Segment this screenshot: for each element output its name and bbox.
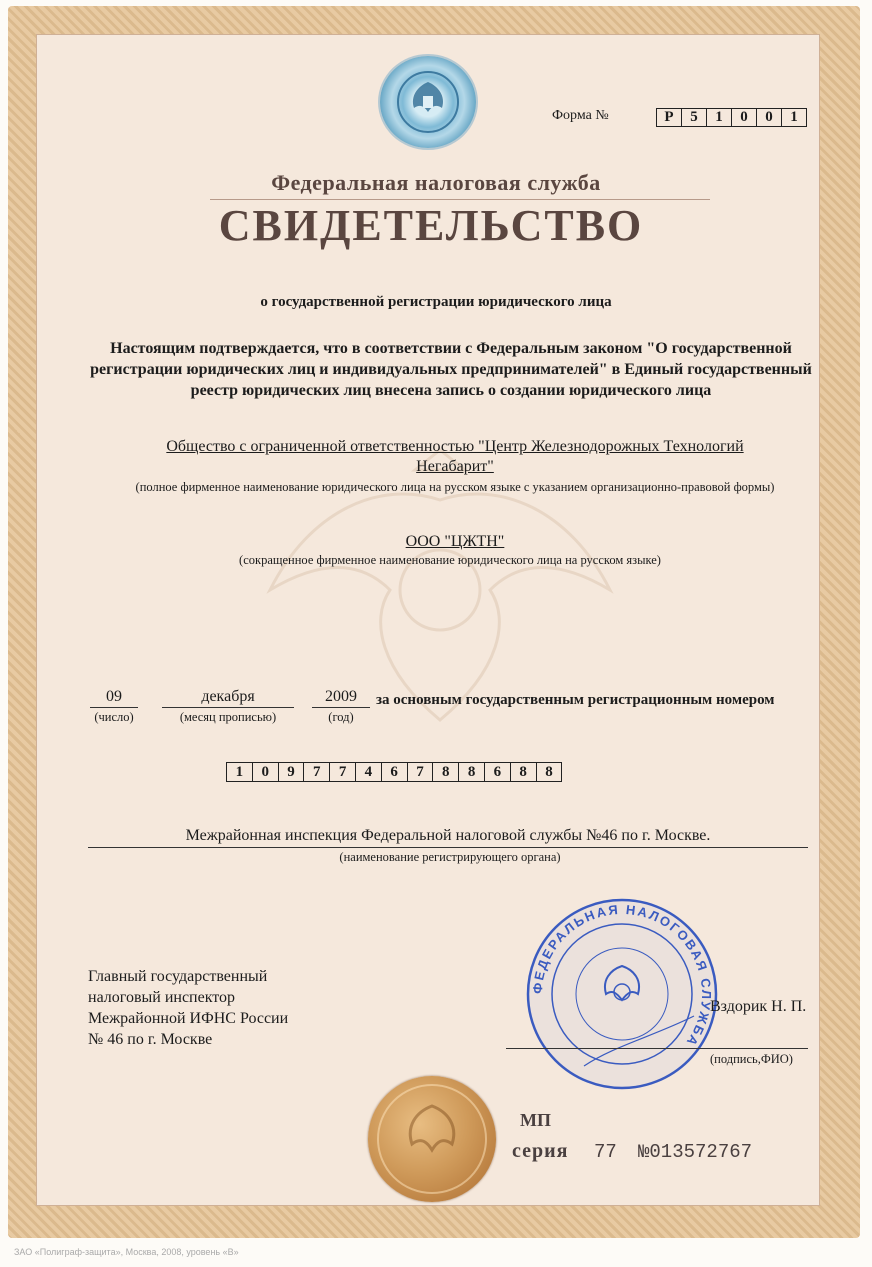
- ogrn-cell: 6: [485, 763, 511, 781]
- form-code-cell: 1: [790, 109, 798, 125]
- entity-short-name: ООО "ЦЖТН": [405, 533, 505, 550]
- form-code-cell: Р: [657, 109, 682, 126]
- official-stamp: [524, 896, 720, 1092]
- printer-note: ЗАО «Полиграф-защита», Москва, 2008, уровень «В»: [14, 1247, 239, 1257]
- ogrn-boxes: [226, 762, 562, 782]
- registration-day: 09: [90, 688, 138, 708]
- month-caption: (месяц прописью): [179, 710, 277, 724]
- form-code-cell: 0: [757, 109, 782, 126]
- ogrn-cell: 8: [433, 763, 459, 781]
- certificate-subtitle: о государственной регистрации юридического лица: [260, 294, 612, 310]
- ogrn-cell: 7: [330, 763, 356, 781]
- registration-text: за основным государственным регистрационным номером: [376, 692, 775, 708]
- signature-line: [506, 1048, 808, 1049]
- confirmation-text: Настоящим подтверждается, что в соответствии с Федеральным законом "О государственной регистрации юридических лиц и индивидуальных предпринимателей" в Единый государственный реестр юридических лиц внесена запись о создании юридического лица: [90, 340, 812, 399]
- ogrn-cell: 8: [459, 763, 485, 781]
- ogrn-cell: 1: [227, 763, 253, 781]
- signature-caption: (подпись,ФИО): [710, 1052, 793, 1066]
- form-code-boxes: [656, 108, 807, 127]
- inspector-line: налоговый инспектор: [88, 989, 236, 1006]
- inspector-title: [88, 966, 288, 1050]
- registering-authority: Межрайонная инспекция Федеральной налоговой службы №46 по г. Москве.: [88, 827, 808, 848]
- form-code-cell: 0: [732, 109, 757, 126]
- form-label: Форма №: [552, 108, 609, 123]
- form-code-cell: 5: [682, 109, 707, 126]
- short-name-caption: (сокращенное фирменное наименование юридического лица на русском языке): [239, 553, 661, 567]
- ogrn-cell: 8: [545, 764, 553, 780]
- ogrn-cell: 7: [408, 763, 434, 781]
- authority-caption: (наименование регистрирующего органа): [339, 850, 561, 864]
- ogrn-cell: 9: [279, 763, 305, 781]
- day-caption: (число): [94, 710, 134, 724]
- inspector-line: № 46 по г. Москве: [88, 1031, 213, 1048]
- entity-full-name-line2: Негабарит": [416, 458, 494, 475]
- form-code-cell: 1: [707, 109, 732, 126]
- signer-name: Вздорик Н. П.: [710, 998, 807, 1015]
- ogrn-cell: 7: [304, 763, 330, 781]
- gold-seal: [368, 1076, 496, 1202]
- agency-name: Федеральная налоговая служба: [271, 170, 601, 195]
- entity-full-name-line1: Общество с ограниченной ответственностью "Центр Железнодорожных Технологий: [166, 438, 744, 455]
- registration-year: 2009: [312, 688, 370, 708]
- ogrn-cell: 0: [253, 763, 279, 781]
- inspector-line: Межрайонной ИФНС России: [88, 1010, 289, 1027]
- ogrn-cell: 8: [511, 763, 537, 781]
- full-name-caption: (полное фирменное наименование юридического лица на русском языке с указанием организационно-правовой формы): [135, 480, 775, 494]
- certificate-title: СВИДЕТЕЛЬСТВО: [218, 201, 644, 250]
- stamp-text: ФЕДЕРАЛЬНАЯ НАЛОГОВАЯ СЛУЖБА: [529, 901, 715, 1051]
- series-label: серия: [512, 1140, 569, 1162]
- hologram-emblem: [380, 56, 476, 148]
- ogrn-cell: 6: [382, 763, 408, 781]
- year-caption: (год): [328, 710, 354, 724]
- certificate-number: №013572767: [638, 1141, 753, 1163]
- registration-month: декабря: [162, 688, 294, 708]
- mp-label: МП: [520, 1110, 551, 1130]
- entity-full-name: [110, 437, 800, 477]
- series-number: 77: [594, 1141, 617, 1163]
- inspector-line: Главный государственный: [88, 968, 268, 985]
- ogrn-cell: 4: [356, 763, 382, 781]
